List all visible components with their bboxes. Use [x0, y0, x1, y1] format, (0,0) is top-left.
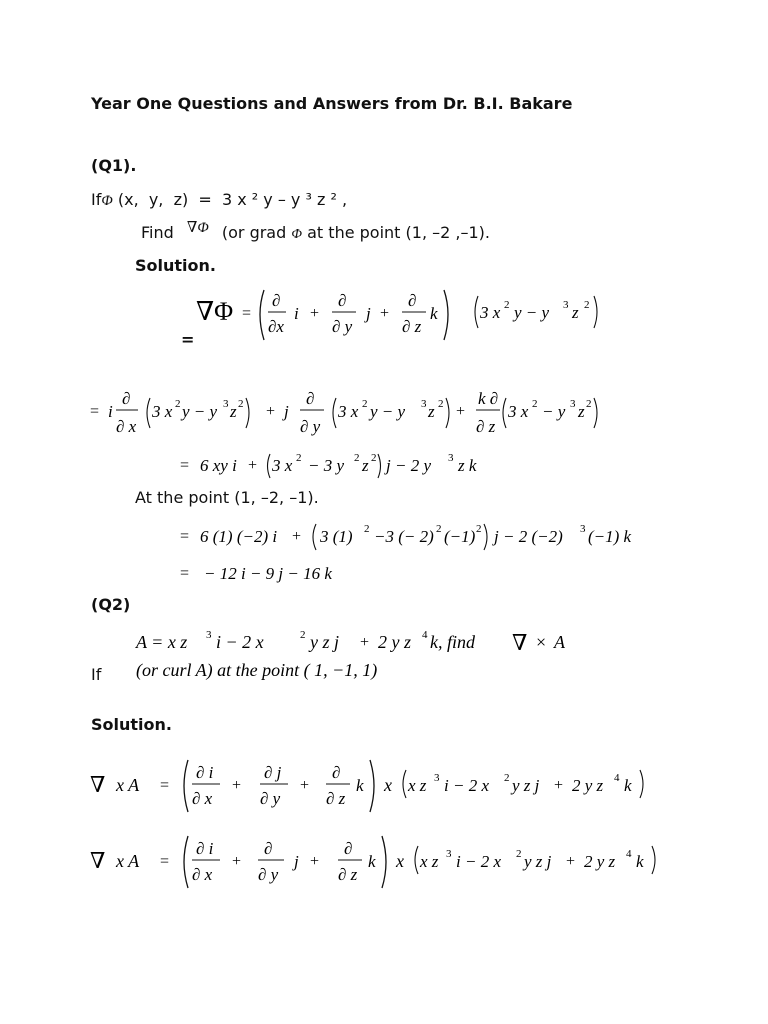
q2-statement: [134, 626, 594, 686]
svg-text:∂ z: ∂ z: [326, 789, 346, 808]
svg-text:4: 4: [614, 772, 620, 784]
svg-text:3: 3: [570, 398, 576, 410]
svg-text:i − 2 x: i − 2 x: [456, 852, 501, 871]
svg-text:=: =: [160, 777, 170, 794]
q1-equation-result: [178, 450, 518, 480]
svg-text:∇: ∇: [90, 772, 106, 797]
svg-text:x A: x A: [116, 851, 140, 871]
svg-text:(−1) k: (−1) k: [588, 527, 632, 546]
svg-text:∂ y: ∂ y: [300, 417, 321, 436]
svg-text:∂: ∂: [408, 291, 417, 310]
svg-text:2: 2: [438, 398, 444, 410]
q1-equation-final: [178, 558, 418, 586]
svg-text:2: 2: [584, 299, 590, 311]
svg-text:i − 2 x: i − 2 x: [444, 776, 489, 795]
svg-text:2: 2: [504, 299, 510, 311]
svg-text:=: =: [90, 403, 100, 420]
svg-text:x z: x z: [408, 776, 427, 795]
svg-text:+: +: [310, 305, 320, 322]
svg-text:− 3 y: − 3 y: [308, 456, 345, 475]
svg-text:+: +: [266, 403, 276, 420]
svg-text:2: 2: [238, 398, 244, 410]
q1-equals-left: =: [181, 330, 195, 349]
svg-text:z: z: [578, 402, 585, 421]
svg-text:6 (1) (−2) i: 6 (1) (−2) i: [200, 527, 278, 546]
q1-phi: Φ: [101, 193, 113, 209]
svg-text:x A: x A: [116, 775, 140, 795]
svg-text:∂: ∂: [306, 389, 315, 408]
svg-text:3 x: 3 x: [508, 402, 529, 421]
svg-text:3: 3: [563, 299, 569, 311]
svg-text:∂ j: ∂ j: [264, 763, 282, 782]
svg-text:A = x z: A = x z: [136, 632, 188, 652]
svg-text:∂: ∂: [272, 291, 281, 310]
svg-text:+: +: [248, 457, 258, 474]
svg-text:j: j: [284, 402, 289, 421]
svg-text:3 x: 3 x: [272, 456, 293, 475]
svg-text:y − y: y − y: [182, 402, 218, 421]
svg-text:∂ z: ∂ z: [338, 865, 358, 884]
svg-text:∇: ∇: [90, 848, 106, 873]
q1-find-rest2: at the point (1, –2 ,–1).: [307, 223, 490, 242]
svg-text:4: 4: [626, 848, 632, 860]
svg-text:=: =: [180, 457, 190, 474]
svg-text:j: j: [366, 304, 371, 323]
svg-text:=: =: [160, 853, 170, 870]
svg-text:3: 3: [580, 523, 586, 535]
svg-text:2: 2: [586, 398, 592, 410]
q1-equation-substitution: [178, 520, 658, 552]
svg-text:x: x: [396, 851, 404, 871]
svg-text:+: +: [554, 777, 564, 794]
svg-text:y z j: y z j: [512, 776, 540, 795]
svg-text:3 x: 3 x: [152, 402, 173, 421]
svg-text:∇Φ: ∇Φ: [196, 297, 234, 326]
svg-text:+: +: [300, 777, 310, 794]
svg-text:∂: ∂: [122, 389, 131, 408]
svg-text:3 (1): 3 (1): [320, 527, 353, 546]
svg-text:2: 2: [476, 523, 482, 535]
svg-text:=: =: [180, 528, 190, 545]
svg-text:+: +: [380, 305, 390, 322]
svg-text:3: 3: [434, 772, 440, 784]
q2-label: (Q2): [91, 595, 131, 614]
q1-label: (Q1).: [91, 156, 137, 175]
q2-equation-curl-1: [88, 754, 678, 818]
svg-text:2 y z: 2 y z: [584, 852, 616, 871]
q1-if-word: If: [91, 190, 102, 209]
svg-text:y z j: y z j: [524, 852, 552, 871]
svg-text:∂: ∂: [338, 291, 347, 310]
svg-text:2 y z: 2 y z: [378, 632, 411, 652]
q1-find-phi: Φ: [291, 227, 303, 242]
svg-text:i: i: [294, 304, 299, 323]
svg-text:∂ y: ∂ y: [258, 865, 279, 884]
q1-equation-expand: [86, 386, 616, 442]
svg-text:y − y: y − y: [514, 303, 550, 322]
svg-text:k ∂: k ∂: [478, 389, 499, 408]
svg-text:6 xy i: 6 xy i: [200, 456, 237, 475]
svg-text:3: 3: [446, 848, 452, 860]
svg-text:−3 (− 2): −3 (− 2): [374, 527, 434, 546]
svg-text:2: 2: [371, 452, 377, 464]
svg-text:=: =: [242, 305, 252, 322]
svg-text:3: 3: [421, 398, 427, 410]
svg-text:∂ x: ∂ x: [116, 417, 137, 436]
q1-given: [91, 190, 347, 210]
svg-text:− y: − y: [542, 402, 566, 421]
svg-text:2: 2: [175, 398, 181, 410]
svg-text:2 y z: 2 y z: [572, 776, 604, 795]
q1-solution-heading: Solution.: [135, 256, 216, 275]
svg-text:(or curl A) at the point ( 1,: (or curl A) at the point ( 1, −1, 1): [136, 660, 378, 680]
svg-text:− 12 i − 9 j − 16 k: − 12 i − 9 j − 16 k: [204, 564, 332, 583]
svg-text:(−1): (−1): [444, 527, 476, 546]
svg-text:j − 2 y: j − 2 y: [386, 456, 431, 475]
q1-find-rest: (or grad: [221, 223, 287, 242]
q1-find: [141, 220, 490, 243]
q1-at-point: At the point (1, –2, –1).: [135, 488, 319, 507]
svg-text:i − 2 x: i − 2 x: [216, 632, 264, 652]
svg-text:2: 2: [362, 398, 368, 410]
q1-find-symbol: ∇Φ: [186, 220, 209, 236]
svg-text:∂ z: ∂ z: [476, 417, 496, 436]
svg-text:∂ x: ∂ x: [192, 865, 213, 884]
q2-if-word: If: [91, 665, 102, 684]
svg-text:2: 2: [504, 772, 510, 784]
svg-text:2: 2: [516, 848, 522, 860]
svg-text:3 x: 3 x: [480, 303, 501, 322]
q1-find-word: Find: [141, 223, 174, 242]
svg-text:4: 4: [422, 629, 428, 641]
svg-text:∂: ∂: [344, 839, 353, 858]
svg-text:j − 2 (−2): j − 2 (−2): [494, 527, 563, 546]
svg-text:y − y: y − y: [370, 402, 406, 421]
svg-text:+: +: [310, 853, 320, 870]
svg-text:∇: ∇: [512, 630, 528, 655]
svg-text:k: k: [636, 852, 644, 871]
svg-text:3 x: 3 x: [338, 402, 359, 421]
svg-text:∂ z: ∂ z: [402, 317, 422, 336]
svg-text:2: 2: [436, 523, 442, 535]
q2-solution-heading: Solution.: [91, 715, 172, 734]
svg-text:∂: ∂: [264, 839, 273, 858]
svg-text:∂ i: ∂ i: [196, 839, 214, 858]
svg-text:3: 3: [223, 398, 229, 410]
svg-text:∂ y: ∂ y: [332, 317, 353, 336]
document-title: Year One Questions and Answers from Dr. B.I. Bakare: [91, 94, 573, 113]
svg-text:+: +: [360, 634, 370, 651]
svg-text:2: 2: [300, 629, 306, 641]
svg-text:2: 2: [296, 452, 302, 464]
svg-text:z: z: [428, 402, 435, 421]
svg-text:k: k: [368, 852, 376, 871]
svg-text:k: k: [624, 776, 632, 795]
q1-given-expression: (x, y, z) = 3 x ² y – y ³ z ² ,: [112, 190, 348, 209]
svg-text:2: 2: [354, 452, 360, 464]
q2-equation-curl-2: [88, 830, 688, 894]
svg-text:j: j: [294, 852, 299, 871]
svg-text:y z j: y z j: [310, 632, 339, 652]
svg-text:∂ x: ∂ x: [192, 789, 213, 808]
svg-text:+: +: [456, 403, 466, 420]
svg-text:k: k: [356, 776, 364, 795]
svg-text:x: x: [384, 775, 392, 795]
svg-text:+: +: [566, 853, 576, 870]
svg-text:3: 3: [448, 452, 454, 464]
svg-text:+: +: [232, 853, 242, 870]
svg-text:2: 2: [532, 398, 538, 410]
svg-text:A: A: [554, 632, 565, 652]
svg-text:2: 2: [364, 523, 370, 535]
svg-text:+: +: [292, 528, 302, 545]
svg-text:3: 3: [206, 629, 212, 641]
svg-text:+: +: [232, 777, 242, 794]
svg-text:=: =: [180, 565, 190, 582]
q1-equation-grad: [190, 282, 610, 346]
svg-text:∂ y: ∂ y: [260, 789, 281, 808]
svg-text:z: z: [572, 303, 579, 322]
svg-text:z: z: [230, 402, 237, 421]
svg-text:∂ i: ∂ i: [196, 763, 214, 782]
svg-text:x z: x z: [420, 852, 439, 871]
svg-text:×: ×: [536, 632, 547, 652]
svg-text:i: i: [108, 402, 113, 421]
svg-text:k, find: k, find: [430, 632, 475, 652]
svg-text:∂x: ∂x: [268, 317, 284, 336]
svg-text:z: z: [362, 456, 369, 475]
svg-text:∂: ∂: [332, 763, 341, 782]
svg-text:z k: z k: [458, 456, 477, 475]
svg-text:k: k: [430, 304, 438, 323]
